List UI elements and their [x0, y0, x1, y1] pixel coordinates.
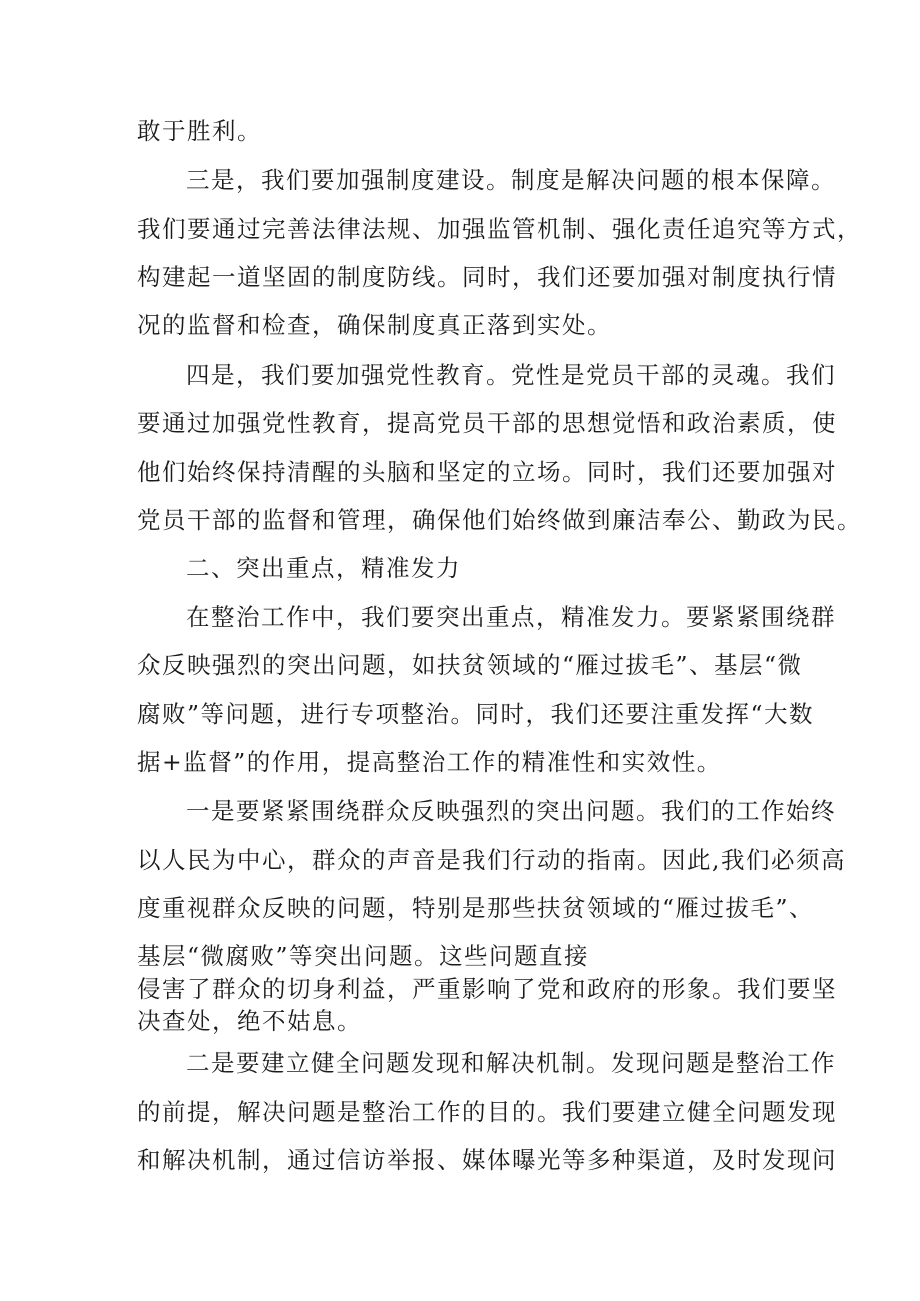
text-line: 和解决机制，通过信访举报、媒体曝光等多种渠道，及时发现问: [137, 1146, 837, 1174]
text-line: 二是要建立健全问题发现和解决机制。发现问题是整治工作: [186, 1049, 836, 1077]
text-line: 一是要紧紧围绕群众反映强烈的突出问题。我们的工作始终: [186, 797, 836, 825]
text-line: 敢于胜利。: [137, 117, 262, 145]
text-line: 要通过加强党性教育，提高党员干部的思想觉悟和政治素质，使: [137, 409, 837, 437]
text-line: 侵害了群众的切身利益，严重影响了党和政府的形象。我们要坚: [137, 975, 837, 1003]
text-line: 他们始终保持清醒的头脑和坚定的立场。同时，我们还要加强对: [137, 458, 837, 486]
text-line: 三是，我们要加强制度建设。制度是解决问题的根本保障。: [186, 166, 836, 194]
text-line: 据+监督”的作用，提高整治工作的精准性和实效性。: [137, 748, 722, 776]
text-line: 的前提，解决问题是整治工作的目的。我们要建立健全问题发现: [137, 1098, 837, 1126]
text-line: 构建起一道坚固的制度防线。同时，我们还要加强对制度执行情: [137, 263, 837, 291]
text-line: 四是，我们要加强党性教育。党性是党员干部的灵魂。我们: [186, 361, 836, 389]
text-line: 决查处，绝不姑息。: [137, 1007, 362, 1035]
text-line: 腐败”等问题，进行专项整治。同时，我们还要注重发挥“大数: [137, 700, 815, 728]
text-line: 基层“微腐败”等突出问题。这些问题直接: [137, 942, 590, 970]
text-line: 度重视群众反映的问题，特别是那些扶贫领域的“雁过拔毛”、: [137, 894, 815, 922]
text-line: 党员干部的监督和管理，确保他们始终做到廉洁奉公、勤政为民。: [137, 506, 862, 534]
text-line: 以人民为中心，群众的声音是我们行动的指南。因此,我们必须高: [137, 846, 846, 874]
text-line: 在整治工作中，我们要突出重点，精准发力。要紧紧围绕群: [186, 603, 836, 631]
text-line: 况的监督和检查，确保制度真正落到实处。: [137, 311, 612, 339]
text-line: 众反映强烈的突出问题，如扶贫领域的“雁过拔毛”、基层“微: [137, 651, 803, 679]
section-heading: 二、突出重点，精准发力: [186, 554, 461, 582]
text-line: 我们要通过完善法律法规、加强监管机制、强化责任追究等方式，: [137, 215, 862, 243]
